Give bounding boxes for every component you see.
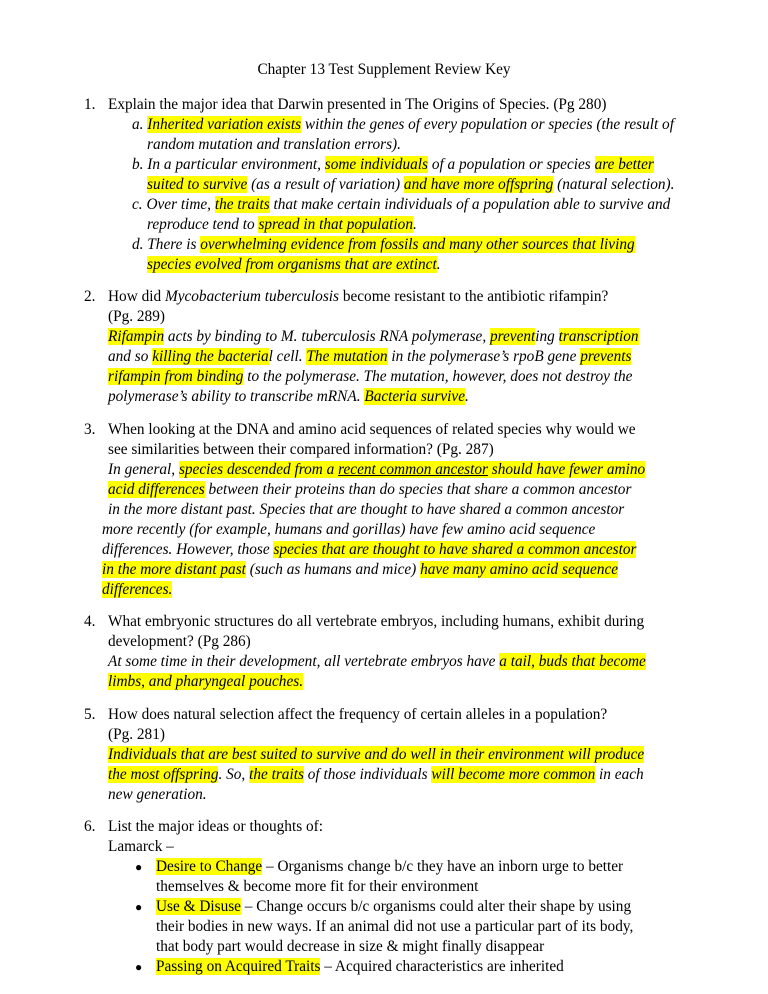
question-4-text-line2: development? (Pg 286): [108, 633, 251, 650]
lamarck-label: Lamarck –: [108, 838, 174, 855]
q1-answer-b-line1: b. In a particular environment, some individuals of a population or species are better: [132, 156, 654, 173]
question-4-text-line1: What embryonic structures do all vertebrate embryos, including humans, exhibit during: [108, 613, 645, 630]
q3-answer-line3: in the more distant past. Species that are thought to have shared a common ancestor: [108, 501, 625, 518]
question-2-text-line1: How did Mycobacterium tuberculosis become resistant to the antibiotic rifampin?: [108, 288, 609, 305]
question-2-text-line2: (Pg. 289): [108, 308, 165, 325]
bullet-icon: ●: [135, 860, 143, 874]
question-5-text-line2: (Pg. 281): [108, 726, 165, 743]
question-3-text-line1: When looking at the DNA and amino acid sequences of related species why would we: [108, 421, 636, 438]
lamarck-bullet-1-line2: themselves & become more fit for their environment: [156, 878, 479, 895]
q3-answer-line6: in the more distant past (such as humans and mice) have many amino acid sequence: [102, 561, 619, 578]
question-5-number: 5.: [84, 706, 96, 723]
question-5-text-line1: How does natural selection affect the frequency of certain alleles in a population?: [108, 706, 608, 723]
question-2-number: 2.: [84, 288, 96, 305]
q2-answer-line4: polymerase’s ability to transcribe mRNA. Bacteria survive.: [108, 388, 469, 405]
bullet-icon: ●: [135, 960, 143, 974]
q1-answer-a-line1: a. Inherited variation exists within the genes of every population or species (the result of: [132, 116, 674, 133]
question-4-number: 4.: [84, 613, 96, 630]
q3-answer-line5: differences. However, those species that are thought to have shared a common ancestor: [102, 541, 637, 558]
lamarck-bullet-2-line2: their bodies in new ways. If an animal did not use a particular part of its body,: [156, 918, 634, 935]
question-6-text: List the major ideas or thoughts of:: [108, 818, 323, 835]
q3-answer-line2: acid differences between their proteins than do species that share a common ancestor: [108, 481, 632, 498]
q1-answer-d-line2: species evolved from organisms that are extinct.: [147, 256, 441, 273]
q2-answer-line1: Rifampin acts by binding to M. tuberculosis RNA polymerase, preventing transcription: [108, 328, 639, 345]
q5-answer-line2: the most offspring. So, the traits of those individuals will become more common in each: [108, 766, 644, 783]
question-1-text: Explain the major idea that Darwin presented in The Origins of Species. (Pg 280): [108, 96, 607, 113]
q5-answer-line1: Individuals that are best suited to survive and do well in their environment will produce: [108, 746, 645, 763]
q2-answer-line3: rifampin from binding to the polymerase. The mutation, however, does not destroy the: [108, 368, 633, 385]
lamarck-bullet-2-line3: that body part would decrease in size & might finally disappear: [156, 938, 545, 955]
lamarck-bullet-3-line1: Passing on Acquired Traits – Acquired characteristics are inherited: [156, 958, 564, 975]
lamarck-bullet-2-line1: Use & Disuse – Change occurs b/c organisms could alter their shape by using: [156, 898, 632, 915]
lamarck-bullet-1-line1: Desire to Change – Organisms change b/c they have an inborn urge to better: [156, 858, 624, 875]
q3-answer-line7: differences.: [102, 581, 173, 598]
q4-answer-line1: At some time in their development, all vertebrate embryos have a tail, buds that become: [108, 653, 646, 670]
question-3-text-line2: see similarities between their compared information? (Pg. 287): [108, 441, 494, 458]
question-3-number: 3.: [84, 421, 96, 438]
page-title: Chapter 13 Test Supplement Review Key: [257, 61, 511, 78]
q5-answer-line3: new generation.: [108, 786, 207, 803]
q1-answer-a-line2: random mutation and translation errors).: [147, 136, 401, 153]
q2-answer-line2: and so killing the bacterial cell. The mutation in the polymerase’s rpoB gene prevents: [108, 348, 632, 365]
q4-answer-line2: limbs, and pharyngeal pouches.: [108, 673, 304, 690]
q1-answer-c-line1: c. Over time, the traits that make certain individuals of a population able to survive and: [132, 196, 671, 213]
question-1-number: 1.: [84, 96, 96, 113]
q3-answer-line4: more recently (for example, humans and gorillas) have few amino acid sequence: [102, 521, 596, 538]
q3-answer-line1: In general, species descended from a recent common ancestor should have fewer amino: [108, 461, 646, 478]
q1-answer-d-line1: d. There is overwhelming evidence from fossils and many other sources that living: [132, 236, 635, 253]
q1-answer-c-line2: reproduce tend to spread in that population.: [147, 216, 417, 233]
question-6-number: 6.: [84, 818, 96, 835]
q1-answer-b-line2: suited to survive (as a result of variation) and have more offspring (natural selection).: [147, 176, 675, 193]
bullet-icon: ●: [135, 900, 143, 914]
